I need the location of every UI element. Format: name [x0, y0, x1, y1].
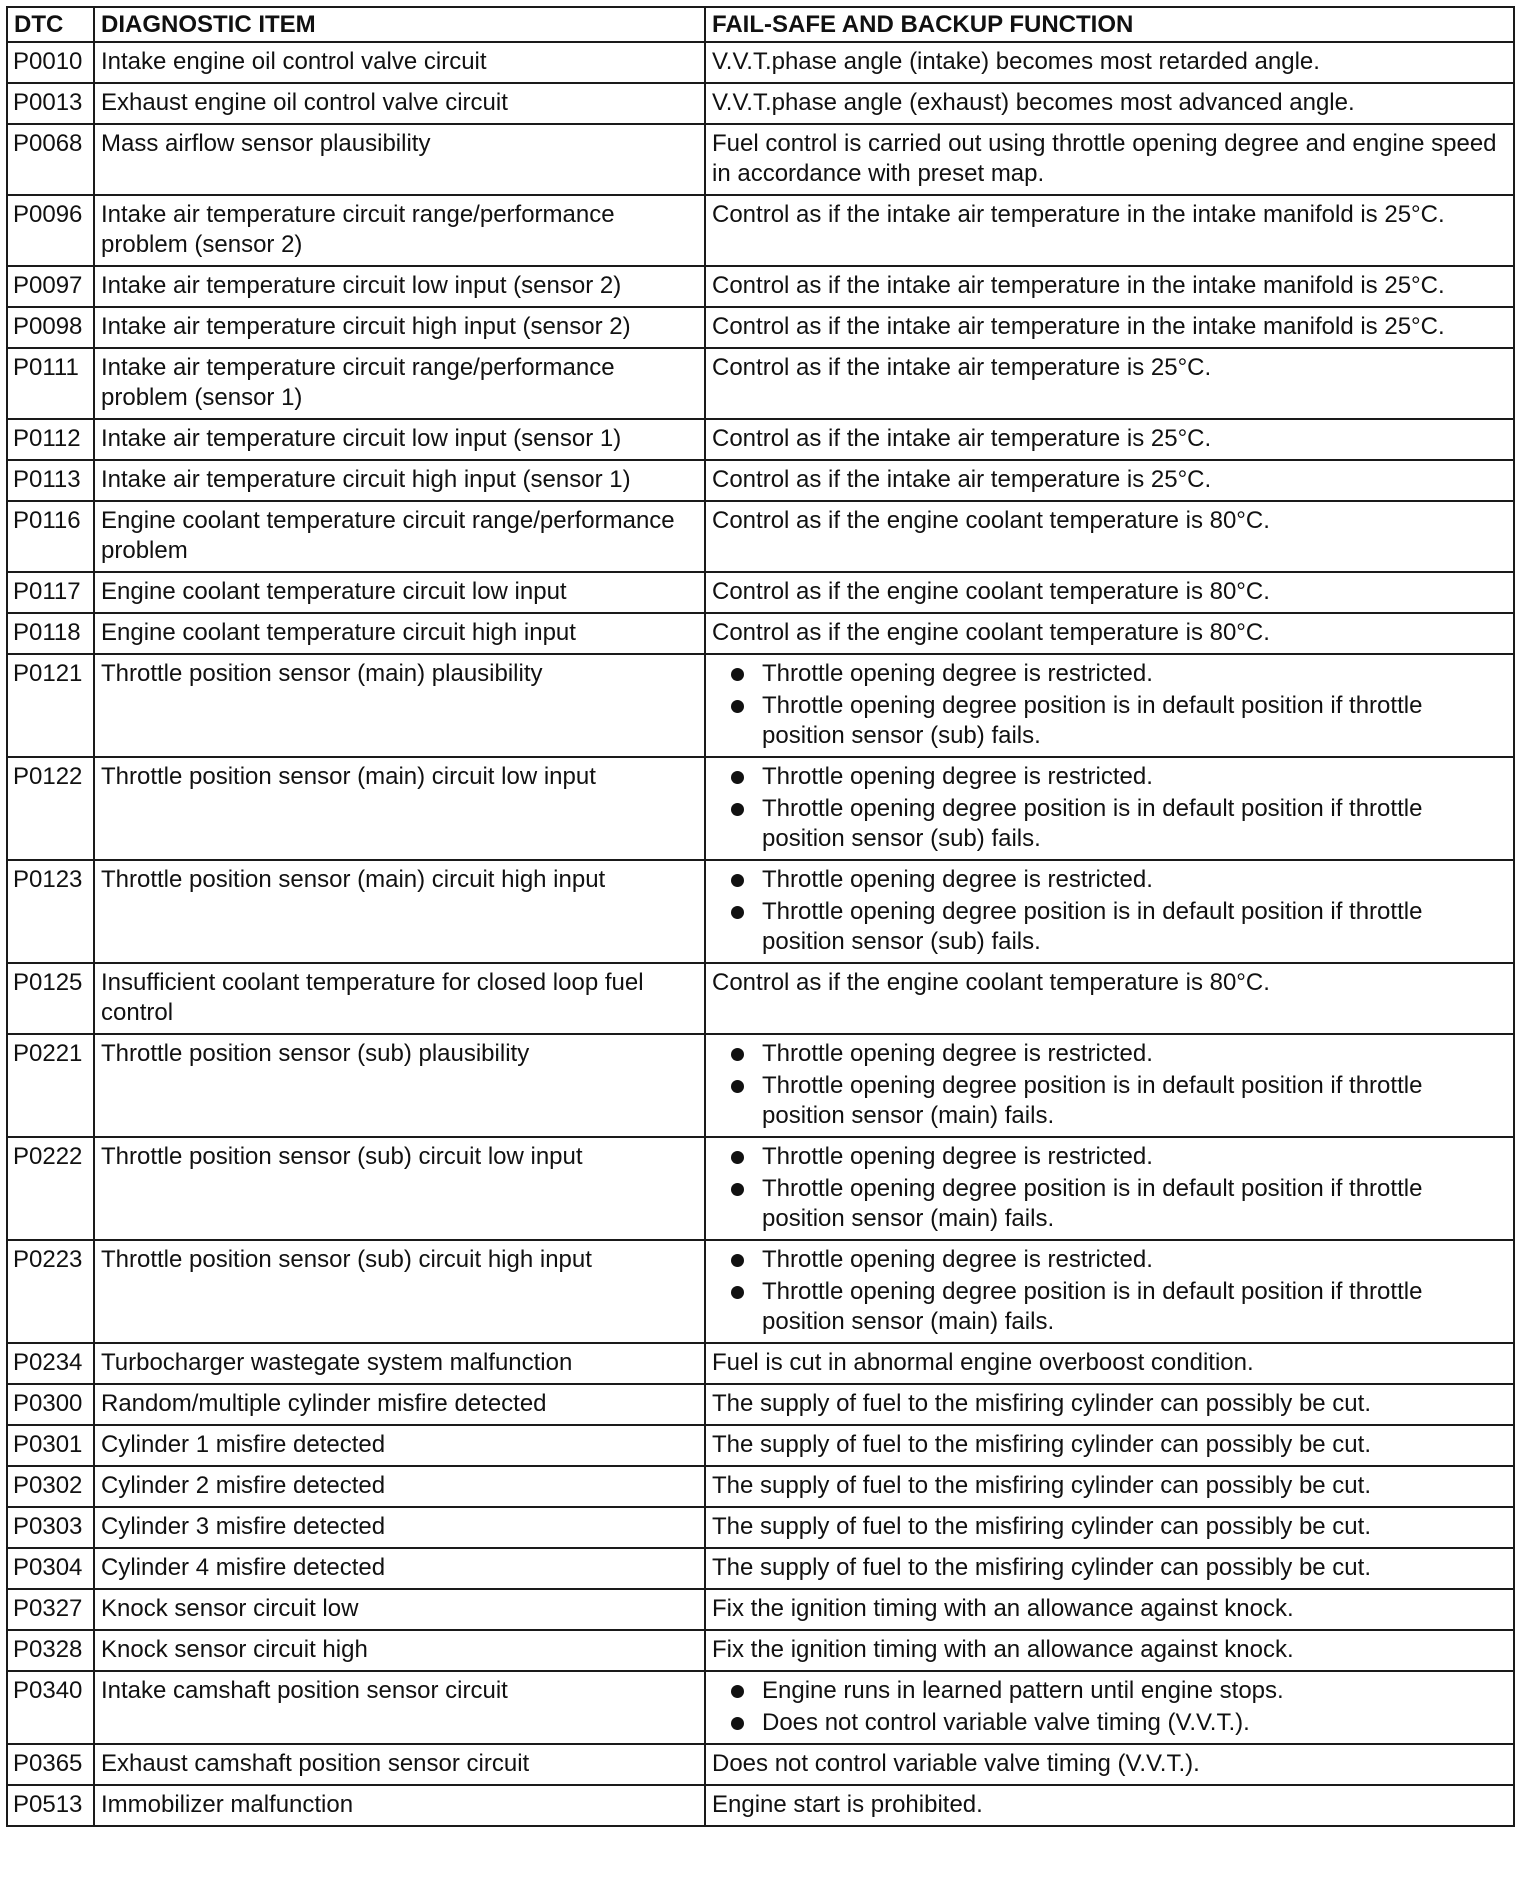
table-row — [7, 1034, 1514, 1137]
table-row — [7, 963, 1514, 1034]
table-row — [7, 860, 1514, 963]
dtc-code: P0116 — [7, 501, 94, 572]
fail-safe-text: Engine runs in learned pattern until engine stops. — [762, 1677, 1284, 1704]
diagnostic-item: Intake engine oil control valve circuit — [94, 42, 705, 83]
fail-safe-function — [705, 1630, 1514, 1671]
table-row — [7, 460, 1514, 501]
diagnostic-item: Cylinder 2 misfire detected — [94, 1466, 705, 1507]
fail-safe-function — [705, 419, 1514, 460]
header-dtc: DTC — [7, 7, 94, 42]
dtc-code: P0097 — [7, 266, 94, 307]
fail-safe-text: Fuel is cut in abnormal engine overboost condition. — [712, 1349, 1254, 1376]
list-item — [712, 1039, 1507, 1069]
diagnostic-item: Engine coolant temperature circuit high input — [94, 613, 705, 654]
fail-safe-text: Throttle opening degree is restricted. — [762, 1143, 1153, 1170]
diagnostic-item: Engine coolant temperature circuit low input — [94, 572, 705, 613]
diagnostic-item: Intake camshaft position sensor circuit — [94, 1671, 705, 1744]
bullet-dot-icon — [731, 906, 744, 919]
fail-safe-function — [705, 1034, 1514, 1137]
fail-safe-text: Throttle opening degree is restricted. — [762, 866, 1153, 893]
fail-safe-text: The supply of fuel to the misfiring cylinder can possibly be cut. — [712, 1431, 1371, 1458]
dtc-code: P0117 — [7, 572, 94, 613]
fail-safe-function — [705, 572, 1514, 613]
fail-safe-function — [705, 1240, 1514, 1343]
fail-safe-function — [705, 1425, 1514, 1466]
diagnostic-item: Intake air temperature circuit range/performance problem (sensor 1) — [94, 348, 705, 419]
dtc-code: P0122 — [7, 757, 94, 860]
list-item — [712, 659, 1507, 689]
bullet-dot-icon — [731, 1048, 744, 1061]
diagnostic-item: Engine coolant temperature circuit range/performance problem — [94, 501, 705, 572]
fail-safe-text: Control as if the intake air temperature in the intake manifold is 25°C. — [712, 272, 1445, 299]
diagnostic-item: Mass airflow sensor plausibility — [94, 124, 705, 195]
fail-safe-text: Control as if the intake air temperature in the intake manifold is 25°C. — [712, 201, 1445, 228]
dtc-code: P0125 — [7, 963, 94, 1034]
table-row — [7, 1384, 1514, 1425]
bullet-dot-icon — [731, 1183, 744, 1196]
diagnostic-item: Throttle position sensor (main) circuit high input — [94, 860, 705, 963]
fail-safe-text: Engine start is prohibited. — [712, 1791, 983, 1818]
table-row — [7, 1630, 1514, 1671]
table-row — [7, 42, 1514, 83]
fail-safe-function — [705, 1589, 1514, 1630]
table-row — [7, 572, 1514, 613]
fail-safe-function — [705, 1384, 1514, 1425]
fail-safe-function — [705, 757, 1514, 860]
table-row — [7, 1425, 1514, 1466]
dtc-code: P0118 — [7, 613, 94, 654]
dtc-code: P0221 — [7, 1034, 94, 1137]
bullet-dot-icon — [731, 668, 744, 681]
fail-safe-text: V.V.T.phase angle (intake) becomes most retarded angle. — [712, 48, 1320, 75]
dtc-code: P0302 — [7, 1466, 94, 1507]
list-item — [712, 1071, 1507, 1131]
bullet-dot-icon — [731, 1717, 744, 1730]
dtc-code: P0223 — [7, 1240, 94, 1343]
fail-safe-list — [712, 762, 1507, 854]
fail-safe-function — [705, 124, 1514, 195]
fail-safe-function — [705, 1343, 1514, 1384]
list-item — [712, 1676, 1507, 1706]
list-item — [712, 897, 1507, 957]
table-row — [7, 419, 1514, 460]
dtc-code: P0300 — [7, 1384, 94, 1425]
dtc-code: P0304 — [7, 1548, 94, 1589]
diagnostic-item: Immobilizer malfunction — [94, 1785, 705, 1826]
fail-safe-function — [705, 1466, 1514, 1507]
table-row — [7, 1240, 1514, 1343]
fail-safe-text: Throttle opening degree is restricted. — [762, 660, 1153, 687]
fail-safe-text: Throttle opening degree position is in default position if throttle position sensor (main) fails. — [762, 1175, 1423, 1232]
dtc-code: P0010 — [7, 42, 94, 83]
bullet-dot-icon — [731, 1151, 744, 1164]
fail-safe-text: Control as if the intake air temperature is 25°C. — [712, 466, 1212, 493]
dtc-code: P0013 — [7, 83, 94, 124]
table-row — [7, 1785, 1514, 1826]
fail-safe-function — [705, 963, 1514, 1034]
dtc-code: P0123 — [7, 860, 94, 963]
fail-safe-text: Fuel control is carried out using throttle opening degree and engine speed in accordance with preset map. — [712, 130, 1497, 187]
table-row — [7, 1507, 1514, 1548]
fail-safe-text: Control as if the engine coolant temperature is 80°C. — [712, 969, 1270, 996]
fail-safe-text: Control as if the engine coolant temperature is 80°C. — [712, 507, 1270, 534]
bullet-dot-icon — [731, 1080, 744, 1093]
diagnostic-item: Intake air temperature circuit range/performance problem (sensor 2) — [94, 195, 705, 266]
bullet-dot-icon — [731, 803, 744, 816]
diagnostic-item: Throttle position sensor (sub) plausibility — [94, 1034, 705, 1137]
table-row — [7, 1466, 1514, 1507]
fail-safe-list — [712, 1039, 1507, 1131]
bullet-dot-icon — [731, 1685, 744, 1698]
list-item — [712, 762, 1507, 792]
table-row — [7, 266, 1514, 307]
table-row — [7, 195, 1514, 266]
fail-safe-function — [705, 83, 1514, 124]
fail-safe-text: V.V.T.phase angle (exhaust) becomes most advanced angle. — [712, 89, 1355, 116]
bullet-dot-icon — [731, 1286, 744, 1299]
fail-safe-text: Throttle opening degree position is in default position if throttle position sensor (sub) fails. — [762, 692, 1423, 749]
fail-safe-text: Throttle opening degree position is in default position if throttle position sensor (main) fails. — [762, 1278, 1423, 1335]
bullet-dot-icon — [731, 1254, 744, 1267]
dtc-code: P0234 — [7, 1343, 94, 1384]
diagnostic-item: Throttle position sensor (main) circuit low input — [94, 757, 705, 860]
diagnostic-item: Turbocharger wastegate system malfunction — [94, 1343, 705, 1384]
dtc-code: P0111 — [7, 348, 94, 419]
dtc-code: P0365 — [7, 1744, 94, 1785]
table-row — [7, 1589, 1514, 1630]
header-fail-safe-function: FAIL-SAFE AND BACKUP FUNCTION — [705, 7, 1514, 42]
header-diagnostic-item: DIAGNOSTIC ITEM — [94, 7, 705, 42]
diagnostic-item: Cylinder 1 misfire detected — [94, 1425, 705, 1466]
table-row — [7, 1548, 1514, 1589]
bullet-dot-icon — [731, 771, 744, 784]
table-row — [7, 613, 1514, 654]
fail-safe-text: Control as if the intake air temperature is 25°C. — [712, 354, 1212, 381]
fail-safe-function — [705, 613, 1514, 654]
fail-safe-function — [705, 654, 1514, 757]
fail-safe-function — [705, 307, 1514, 348]
diagnostic-item: Knock sensor circuit high — [94, 1630, 705, 1671]
dtc-code: P0328 — [7, 1630, 94, 1671]
fail-safe-text: The supply of fuel to the misfiring cylinder can possibly be cut. — [712, 1554, 1371, 1581]
fail-safe-list — [712, 865, 1507, 957]
table-header-row — [7, 7, 1514, 42]
fail-safe-text: Throttle opening degree position is in default position if throttle position sensor (sub) fails. — [762, 795, 1423, 852]
diagnostic-item: Insufficient coolant temperature for closed loop fuel control — [94, 963, 705, 1034]
list-item — [712, 865, 1507, 895]
fail-safe-list — [712, 1245, 1507, 1337]
diagnostic-item: Intake air temperature circuit high input (sensor 2) — [94, 307, 705, 348]
fail-safe-function — [705, 1671, 1514, 1744]
list-item — [712, 1708, 1507, 1738]
fail-safe-list — [712, 1676, 1507, 1738]
fail-safe-list — [712, 1142, 1507, 1234]
list-item — [712, 1142, 1507, 1172]
fail-safe-text: Does not control variable valve timing (V.V.T.). — [762, 1709, 1250, 1736]
fail-safe-text: The supply of fuel to the misfiring cylinder can possibly be cut. — [712, 1390, 1371, 1417]
fail-safe-text: Control as if the engine coolant temperature is 80°C. — [712, 578, 1270, 605]
diagnostic-item: Exhaust camshaft position sensor circuit — [94, 1744, 705, 1785]
fail-safe-function — [705, 1744, 1514, 1785]
fail-safe-function — [705, 860, 1514, 963]
table-row — [7, 1137, 1514, 1240]
dtc-code: P0112 — [7, 419, 94, 460]
table-row — [7, 83, 1514, 124]
fail-safe-function — [705, 1785, 1514, 1826]
table-row — [7, 654, 1514, 757]
bullet-dot-icon — [731, 874, 744, 887]
fail-safe-function — [705, 266, 1514, 307]
diagnostic-item: Intake air temperature circuit low input (sensor 1) — [94, 419, 705, 460]
diagnostic-item: Intake air temperature circuit high input (sensor 1) — [94, 460, 705, 501]
fail-safe-text: Control as if the intake air temperature is 25°C. — [712, 425, 1212, 452]
fail-safe-text: Throttle opening degree position is in default position if throttle position sensor (sub) fails. — [762, 898, 1423, 955]
dtc-code: P0068 — [7, 124, 94, 195]
diagnostic-item: Throttle position sensor (main) plausibility — [94, 654, 705, 757]
dtc-code: P0098 — [7, 307, 94, 348]
fail-safe-function — [705, 1548, 1514, 1589]
fail-safe-function — [705, 1507, 1514, 1548]
fail-safe-text: Throttle opening degree is restricted. — [762, 763, 1153, 790]
diagnostic-item: Throttle position sensor (sub) circuit low input — [94, 1137, 705, 1240]
fail-safe-function — [705, 195, 1514, 266]
fail-safe-text: Control as if the intake air temperature in the intake manifold is 25°C. — [712, 313, 1445, 340]
list-item — [712, 1277, 1507, 1337]
diagnostic-item: Exhaust engine oil control valve circuit — [94, 83, 705, 124]
table-row — [7, 757, 1514, 860]
diagnostic-item: Throttle position sensor (sub) circuit high input — [94, 1240, 705, 1343]
table-row — [7, 348, 1514, 419]
list-item — [712, 794, 1507, 854]
fail-safe-text: Control as if the engine coolant temperature is 80°C. — [712, 619, 1270, 646]
fail-safe-text: Fix the ignition timing with an allowance against knock. — [712, 1595, 1294, 1622]
list-item — [712, 1245, 1507, 1275]
list-item — [712, 691, 1507, 751]
fail-safe-text: Throttle opening degree position is in default position if throttle position sensor (main) fails. — [762, 1072, 1423, 1129]
dtc-code: P0301 — [7, 1425, 94, 1466]
dtc-code: P0513 — [7, 1785, 94, 1826]
table-row — [7, 1744, 1514, 1785]
dtc-code: P0327 — [7, 1589, 94, 1630]
fail-safe-list — [712, 659, 1507, 751]
fail-safe-text: The supply of fuel to the misfiring cylinder can possibly be cut. — [712, 1513, 1371, 1540]
dtc-code: P0113 — [7, 460, 94, 501]
table-row — [7, 1671, 1514, 1744]
fail-safe-function — [705, 42, 1514, 83]
table-row — [7, 501, 1514, 572]
fail-safe-text: Throttle opening degree is restricted. — [762, 1246, 1153, 1273]
table-row — [7, 307, 1514, 348]
diagnostic-item: Cylinder 3 misfire detected — [94, 1507, 705, 1548]
diagnostic-item: Cylinder 4 misfire detected — [94, 1548, 705, 1589]
table-body — [7, 42, 1514, 1826]
diagnostic-item: Random/multiple cylinder misfire detected — [94, 1384, 705, 1425]
dtc-code: P0096 — [7, 195, 94, 266]
fail-safe-function — [705, 348, 1514, 419]
fail-safe-text: Throttle opening degree is restricted. — [762, 1040, 1153, 1067]
dtc-code: P0121 — [7, 654, 94, 757]
diagnostic-item: Intake air temperature circuit low input (sensor 2) — [94, 266, 705, 307]
fail-safe-text: Does not control variable valve timing (V.V.T.). — [712, 1750, 1200, 1777]
table-row — [7, 1343, 1514, 1384]
dtc-failsafe-document — [6, 6, 1514, 1827]
table-row — [7, 124, 1514, 195]
fail-safe-function — [705, 1137, 1514, 1240]
fail-safe-text: The supply of fuel to the misfiring cylinder can possibly be cut. — [712, 1472, 1371, 1499]
dtc-failsafe-table — [6, 6, 1515, 1827]
fail-safe-function — [705, 501, 1514, 572]
list-item — [712, 1174, 1507, 1234]
fail-safe-text: Fix the ignition timing with an allowance against knock. — [712, 1636, 1294, 1663]
bullet-dot-icon — [731, 700, 744, 713]
dtc-code: P0303 — [7, 1507, 94, 1548]
dtc-code: P0340 — [7, 1671, 94, 1744]
dtc-code: P0222 — [7, 1137, 94, 1240]
diagnostic-item: Knock sensor circuit low — [94, 1589, 705, 1630]
fail-safe-function — [705, 460, 1514, 501]
